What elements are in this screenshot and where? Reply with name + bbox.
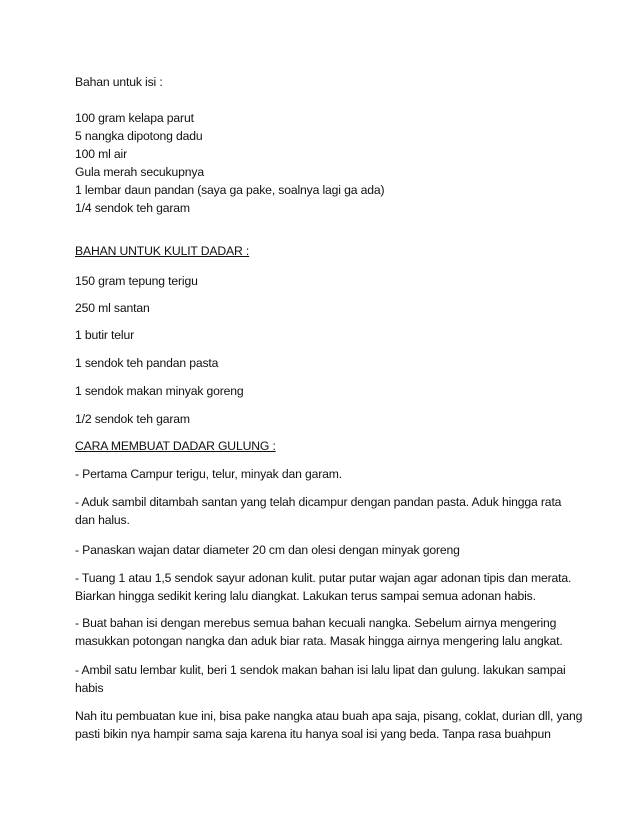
kulit-item: 1 butir telur bbox=[75, 328, 135, 342]
cara-step: - Panaskan wajan datar diameter 20 cm dan olesi dengan minyak goreng bbox=[75, 543, 460, 557]
kulit-item: 250 ml santan bbox=[75, 301, 150, 315]
cara-step-cont: dan halus. bbox=[75, 513, 130, 527]
cara-step-cont: masukkan potongan nangka dan aduk biar rata. Masak hingga airnya mengering lalu angkat. bbox=[75, 634, 563, 648]
isi-item: 100 gram kelapa parut bbox=[75, 111, 194, 125]
isi-heading: Bahan untuk isi : bbox=[75, 75, 163, 89]
kulit-item: 150 gram tepung terigu bbox=[75, 274, 198, 288]
cara-step: - Aduk sambil ditambah santan yang telah dicampur dengan pandan pasta. Aduk hingga rata bbox=[75, 495, 562, 509]
cara-step: - Pertama Campur terigu, telur, minyak dan garam. bbox=[75, 467, 342, 481]
cara-step: - Tuang 1 atau 1,5 sendok sayur adonan kulit. putar putar wajan agar adonan tipis dan merata. bbox=[75, 571, 572, 585]
cara-step: - Ambil satu lembar kulit, beri 1 sendok makan bahan isi lalu lipat dan gulung. lakukan sampai bbox=[75, 663, 566, 677]
isi-item: 1/4 sendok teh garam bbox=[75, 201, 190, 215]
kulit-heading: BAHAN UNTUK KULIT DADAR : bbox=[75, 244, 250, 258]
cara-step: - Buat bahan isi dengan merebus semua bahan kecuali nangka. Sebelum airnya mengering bbox=[75, 616, 557, 630]
closing-paragraph: Nah itu pembuatan kue ini, bisa pake nangka atau buah apa saja, pisang, coklat, durian dll, yang bbox=[75, 709, 583, 723]
isi-item: 100 ml air bbox=[75, 147, 128, 161]
kulit-item: 1 sendok makan minyak goreng bbox=[75, 384, 244, 398]
isi-item: Gula merah secukupnya bbox=[75, 165, 204, 179]
kulit-item: 1/2 sendok teh garam bbox=[75, 412, 190, 426]
closing-paragraph: pasti bikin nya hampir sama saja karena itu hanya soal isi yang beda. Tanpa rasa buahpun bbox=[75, 727, 551, 741]
cara-step-cont: habis bbox=[75, 681, 104, 695]
cara-heading: CARA MEMBUAT DADAR GULUNG : bbox=[75, 439, 276, 453]
isi-item: 5 nangka dipotong dadu bbox=[75, 129, 203, 143]
isi-item: 1 lembar daun pandan (saya ga pake, soalnya lagi ga ada) bbox=[75, 183, 385, 197]
kulit-item: 1 sendok teh pandan pasta bbox=[75, 356, 219, 370]
cara-step-cont: Biarkan hingga sedikit kering lalu diangkat. Lakukan terus sampai semua adonan habis. bbox=[75, 589, 536, 603]
